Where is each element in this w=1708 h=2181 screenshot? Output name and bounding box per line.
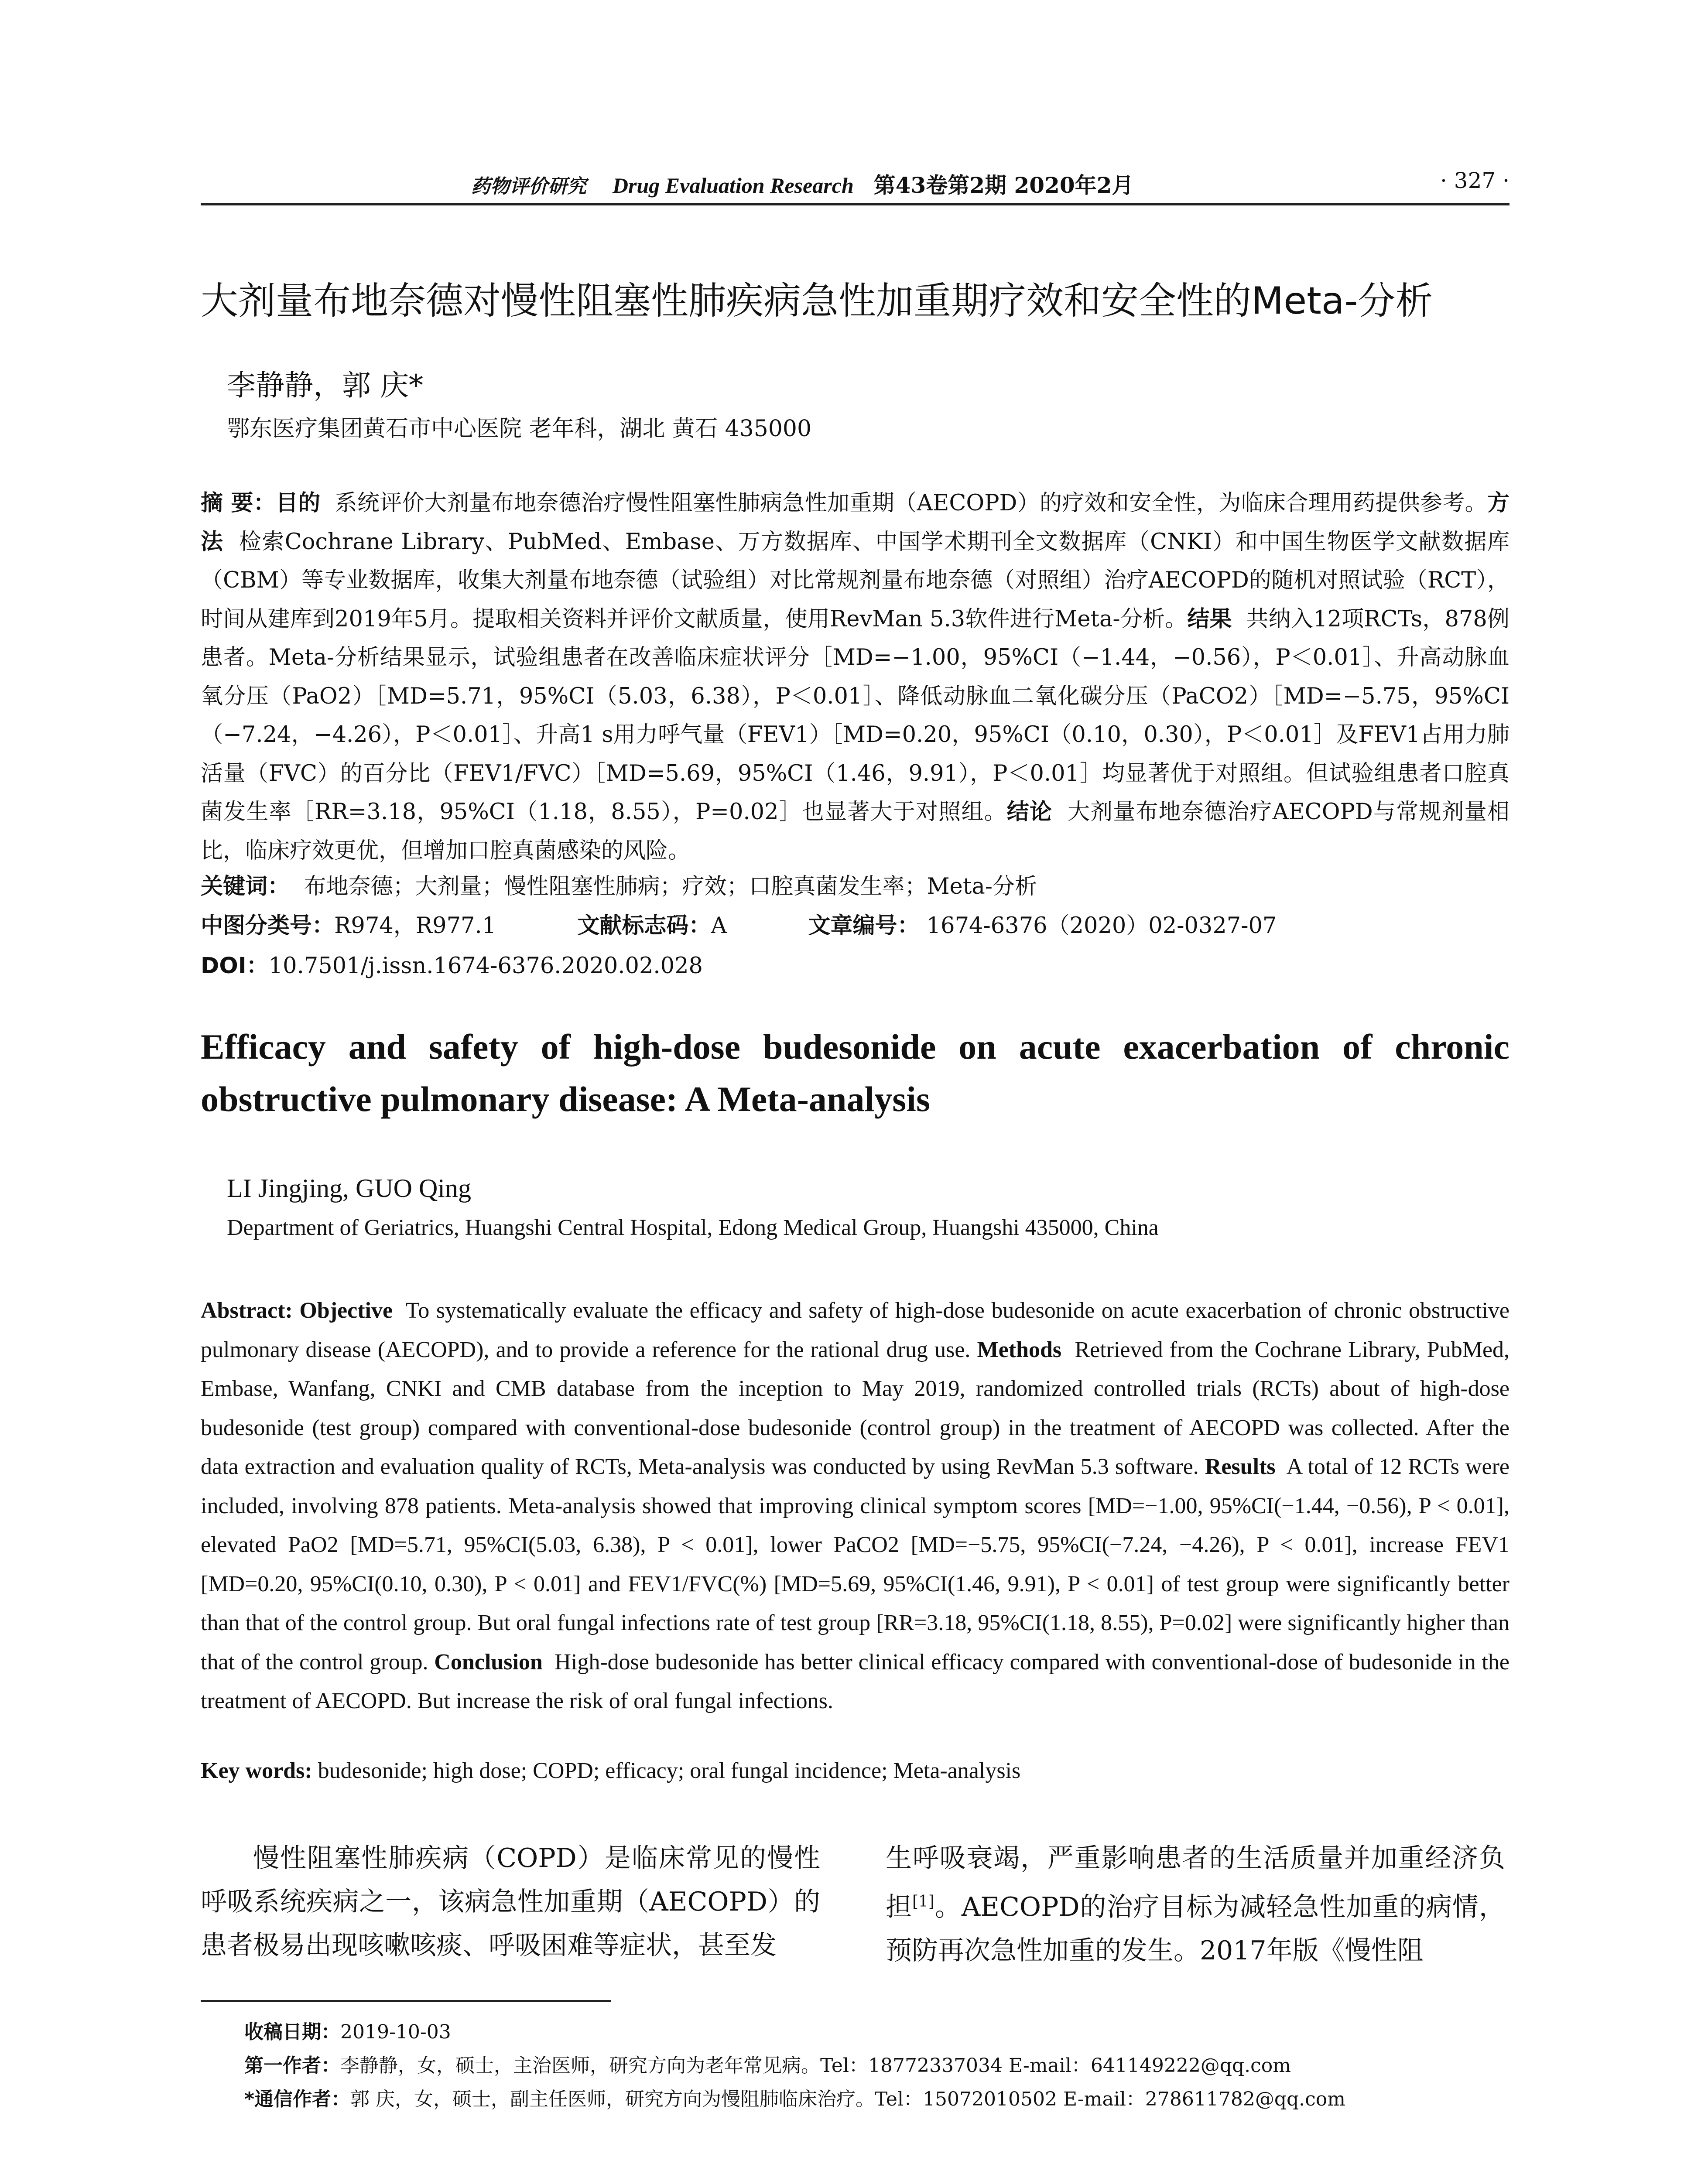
corresponding-author-note [244,2082,1345,2116]
en-objective-text: To systematically evaluate the efficacy and safety of high-dose budesonide on acute exacerbation of chronic obstructive pulmonary disease (AECOPD), and to provide a reference for the rational drug use. [201,1298,1510,1362]
classification-line [201,907,1277,940]
reference-marker: [1] [912,1893,934,1911]
journal-name: Drug Evaluation Research [612,173,854,198]
chinese-authors: 李静静，郭 庆* [227,369,423,402]
en-results-label: Results [1205,1454,1276,1479]
results-text: 共纳入12项RCTs，878例患者。Meta-分析结果显示，试验组患者在改善临床症状评分［MD=−1.00，95%CI（−1.44，−0.56），P＜0.01］、升高动脉血氧分压（PaO2）［MD=5.71，95%CI（5.03，6.38），P＜0.01］、降低动脉血二氧化碳分压（PaCO2）［MD=−5.75，95%CI（−7.24，−4.26），P＜0.01］、升高1 s用力呼气量（FEV1）［MD=0.20，95%CI（0.10，0.30），P＜0.01］及FEV1占用力肺活量（FVC）的百分比（FEV1/FVC）［MD=5.69，95%CI（1.46，9.91），P＜0.01］均显著优于对照组。但试验组患者口腔真菌发生率［RR=3.18，95%CI（1.18，8.55），P=0.02］也显著大于对照组。 [201,606,1510,825]
english-keywords [201,1758,1020,1784]
keywords-label: 关键词： [201,874,290,899]
doi-line [201,947,703,980]
english-affiliation: Department of Geriatrics, Huangshi Central Hospital, Edong Medical Group, Huangshi 435000, China [227,1215,1159,1240]
en-conclusion-text: High-dose budesonide has better clinical efficacy compared with conventional-dose of budesonide in the treatment of AECOPD. But increase the risk of oral fungal infections. [201,1649,1510,1713]
first-author-note [244,2049,1345,2082]
doi-value: 10.7501/j.issn.1674-6376.2020.02.028 [268,953,703,979]
en-methods-label: Methods [977,1337,1062,1362]
english-title: Efficacy and safety of high-dose budesonide on acute exacerbation of chronic obstructive pulmonary disease: A Meta-analysis [201,1027,1509,1119]
en-conclusion-label: Conclusion [434,1649,543,1675]
doi-label: DOI： [201,953,269,979]
body-column-right [886,1836,1505,1972]
first-author-value: 李静静，女，硕士，主治医师，研究方向为老年常见病。Tel：18772337034 E-mail：641149222@qq.com [340,2055,1291,2077]
footnotes [244,2015,1345,2116]
clc-label: 中图分类号： [201,913,335,939]
doc-code-label: 文献标志码： [577,913,711,939]
body-paragraph-left: 慢性阻塞性肺疾病（COPD）是临床常见的慢性呼吸系统疾病之一，该病急性加重期（AECOPD）的患者极易出现咳嗽咳痰、呼吸困难等症状，甚至发 [201,1843,820,1961]
chinese-abstract [201,484,1509,870]
en-keywords-label: Key words: [201,1758,312,1783]
running-header [201,168,1509,205]
received-value: 2019-10-03 [340,2021,451,2043]
article-no-label: 文章编号： [808,913,920,939]
corresponding-label: *通信作者： [244,2088,351,2110]
english-authors: LI Jingjing, GUO Qing [227,1174,471,1203]
objective-label: 目的 [275,490,321,516]
running-header-center [471,168,1133,199]
conclusion-label: 结论 [1006,799,1053,825]
page-number: · 327 · [1440,168,1509,193]
en-keywords-text: budesonide; high dose; COPD; efficacy; oral fungal incidence; Meta-analysis [318,1758,1021,1783]
chinese-keywords [201,868,1037,900]
en-abstract-label: Abstract: Objective [201,1298,393,1323]
corresponding-value: 郭 庆，女，硕士，副主任医师，研究方向为慢阻肺临床治疗。Tel：15072010502 E-mail：278611782@qq.com [350,2088,1345,2110]
journal-logo: 药物评价研究 [471,175,586,198]
abstract-label: 摘 要： [201,490,276,516]
body-right-part-b: 。AECOPD的治疗目标为减轻急性加重的病情，预防再次急性加重的发生。2017年版《慢性阻 [886,1892,1506,1966]
doc-code-value: A [711,913,727,939]
body-column-left [201,1836,820,1967]
received-label: 收稿日期： [244,2021,340,2043]
keywords-text: 布地奈德；大剂量；慢性阻塞性肺病；疗效；口腔真菌发生率；Meta-分析 [304,874,1037,899]
objective-text: 系统评价大剂量布地奈德治疗慢性阻塞性肺病急性加重期（AECOPD）的疗效和安全性，为临床合理用药提供参考。 [335,490,1487,516]
footnote-divider [201,2000,611,2002]
chinese-title: 大剂量布地奈德对慢性阻塞性肺疾病急性加重期疗效和安全性的Meta-分析 [201,279,1433,323]
issue-info: 第43卷第2期 2020年2月 [873,172,1134,198]
body-paragraph-right [886,1836,1505,1972]
clc-value: R974，R977.1 [334,913,496,939]
first-author-label: 第一作者： [244,2055,340,2077]
methods-text: 检索Cochrane Library、PubMed、Embase、万方数据库、中国学术期刊全文数据库（CNKI）和中国生物医学文献数据库（CBM）等专业数据库，收集大剂量布地奈德（试验组）对比常规剂量布地奈德（对照组）治疗AECOPD的随机对照试验（RCT），时间从建库到2019年5月。提取相关资料并评价文献质量，使用RevMan 5.3软件进行Meta-分析。 [201,529,1509,632]
body-right-part-a: 生呼吸衰竭，严重影响患者的生活质量并加重经济负担 [886,1843,1505,1922]
methods-label: 方法 [201,490,1509,555]
en-methods-text: Retrieved from the Cochrane Library, PubMed, Embase, Wanfang, CNKI and CMB database from the inception to May 2019, randomized controlled trials (RCTs) about of high-dose budesonide (test group) compared with conventional-dose budesonide (control group) in the treatment of AECOPD was collected. After the data extraction and evaluation quality of RCTs, Meta-analysis was conducted by using RevMan 5.3 software. [201,1337,1510,1479]
article-no-value: 1674-6376（2020）02-0327-07 [926,913,1277,939]
english-abstract [201,1291,1509,1721]
received-date [244,2015,1345,2049]
conclusion-text: 大剂量布地奈德治疗AECOPD与常规剂量相比，临床疗效更优，但增加口腔真菌感染的风险。 [201,799,1509,864]
chinese-affiliation: 鄂东医疗集团黄石市中心医院 老年科，湖北 黄石 435000 [227,416,812,442]
en-results-text: A total of 12 RCTs were included, involving 878 patients. Meta-analysis showed that improving clinical symptom scores [MD=−1.00, 95%CI(−1.44, −0.56), P < 0.01], elevated PaO2 [MD=5.71, 95%CI(5.03, 6.38), P < 0.01], lower PaCO2 [MD=−5.75, 95%CI(−7.24, −4.26), P < 0.01], increase FEV1 [MD=0.20, 95%CI(0.10, 0.30), P < 0.01] and FEV1/FVC(%) [MD=5.69, 95%CI(1.46, 9.91), P < 0.01] of test group were significantly better than that of the control group. But oral fungal infections rate of test group [RR=3.18, 95%CI(1.18, 8.55), P=0.02] were significantly higher than that of the control group. [201,1454,1510,1675]
results-label: 结果 [1187,606,1232,632]
